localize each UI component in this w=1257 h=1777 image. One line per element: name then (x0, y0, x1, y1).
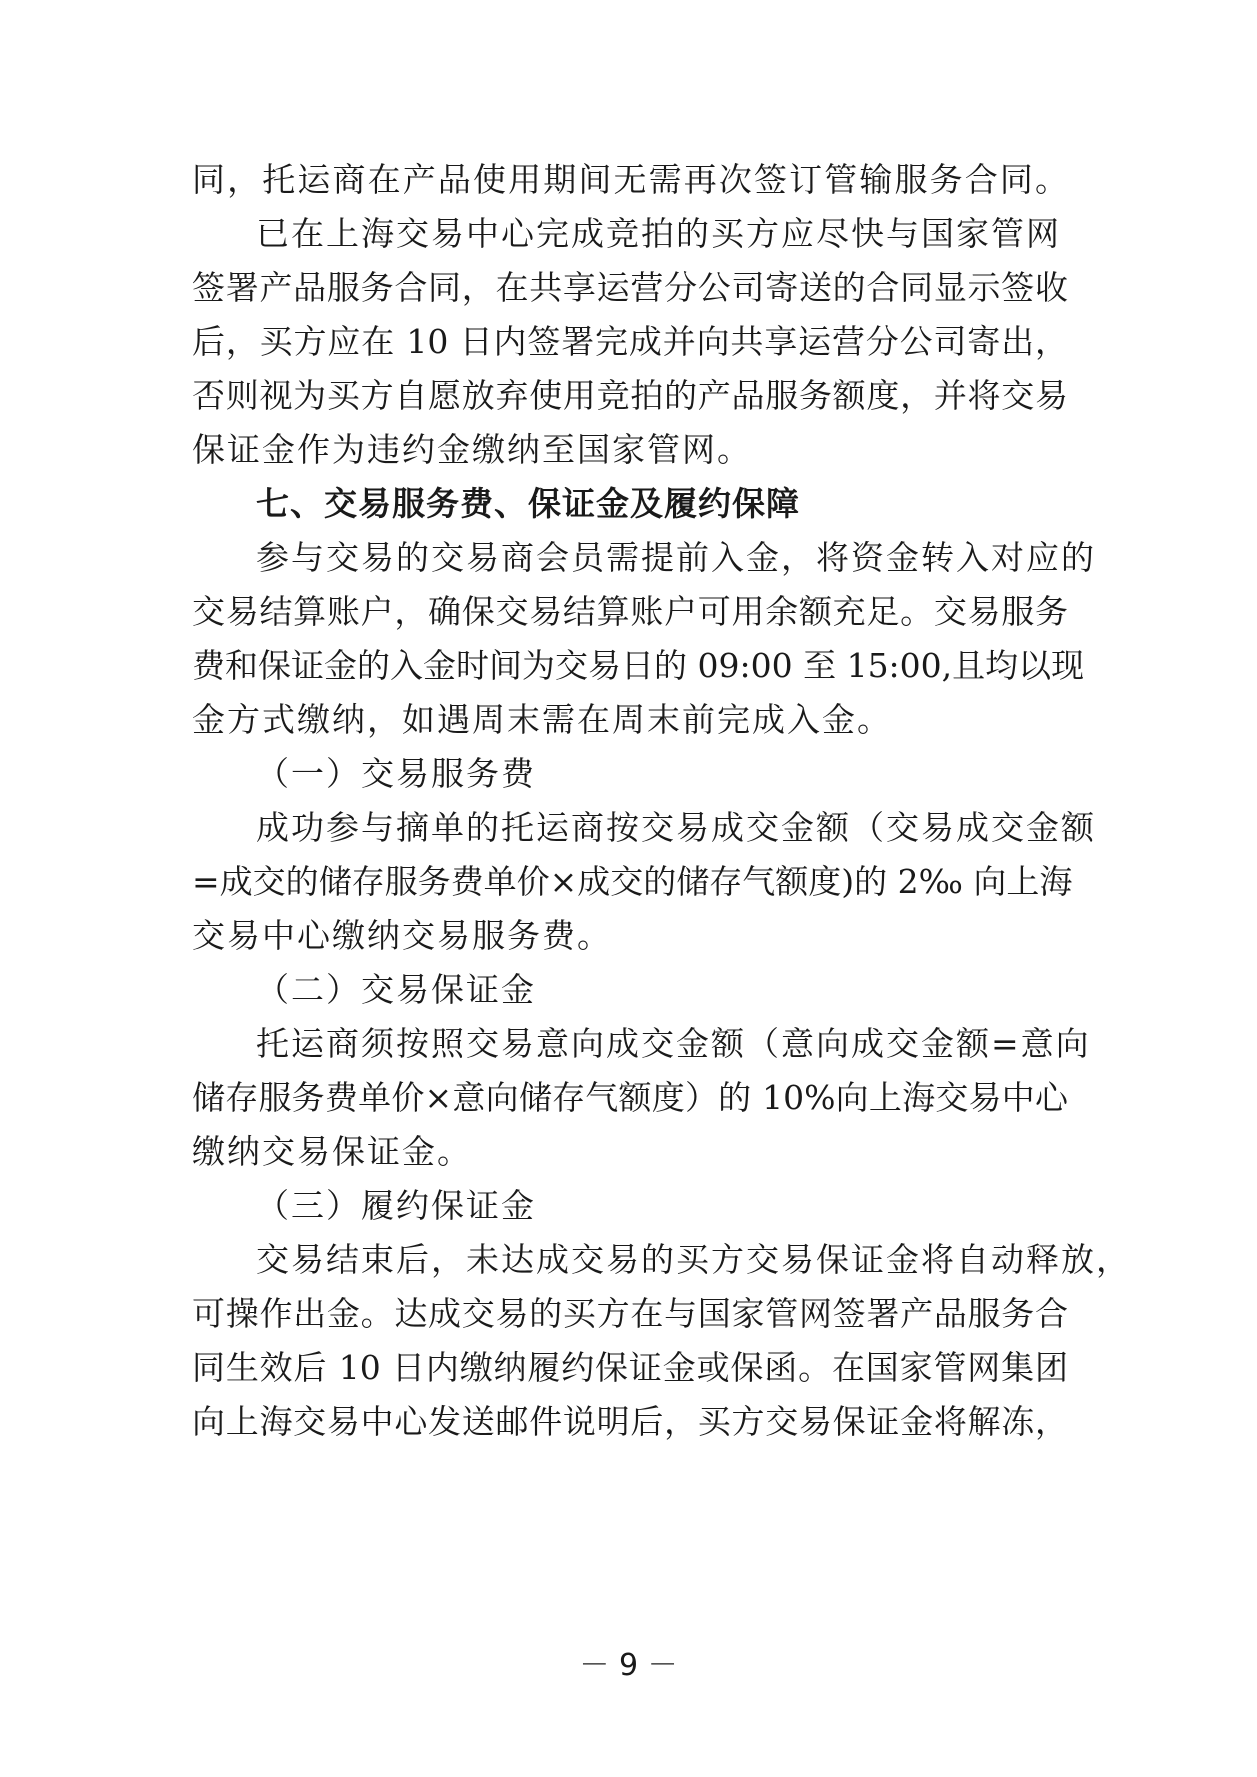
paragraph-line: 金方式缴纳，如遇周末需在周末前完成入金。 (192, 700, 892, 739)
paragraph-line: 交易结算账户，确保交易结算账户可用余额充足。交易服务 (192, 592, 1068, 631)
paragraph-line: 否则视为买方自愿放弃使用竞拍的产品服务额度，并将交易 (192, 376, 1068, 415)
paragraph-line: 交易中心缴纳交易服务费。 (192, 916, 612, 955)
paragraph-line: 已在上海交易中心完成竞拍的买方应尽快与国家管网 (256, 214, 1061, 253)
page-number: － 9 － (579, 1648, 678, 1683)
paragraph-line: 可操作出金。达成交易的买方在与国家管网签署产品服务合 (192, 1294, 1068, 1333)
paragraph-line: 储存服务费单价×意向储存气额度）的 10%向上海交易中心 (192, 1078, 1068, 1117)
paragraph-line: 缴纳交易保证金。 (192, 1132, 472, 1171)
paragraph-line: 同，托运商在产品使用期间无需再次签订管输服务合同。 (192, 160, 1068, 199)
subsection-heading: （二）交易保证金 (256, 970, 536, 1009)
paragraph-line: 后，买方应在 10 日内签署完成并向共享运营分公司寄出， (192, 322, 1068, 361)
paragraph-line: 参与交易的交易商会员需提前入金，将资金转入对应的 (256, 538, 1096, 577)
subsection-heading: （三）履约保证金 (256, 1186, 536, 1225)
paragraph-line: 托运商须按照交易意向成交金额（意向成交金额=意向 (256, 1024, 1091, 1063)
paragraph-line: 交易结束后，未达成交易的买方交易保证金将自动释放， (256, 1240, 1131, 1279)
paragraph-line: 签署产品服务合同，在共享运营分公司寄送的合同显示签收 (192, 268, 1068, 307)
section-heading: 七、交易服务费、保证金及履约保障 (256, 484, 800, 523)
paragraph-line: 同生效后 10 日内缴纳履约保证金或保函。在国家管网集团 (192, 1348, 1068, 1387)
paragraph-line: 向上海交易中心发送邮件说明后，买方交易保证金将解冻， (192, 1402, 1068, 1441)
paragraph-line: 费和保证金的入金时间为交易日的 09:00 至 15:00,且均以现 (192, 646, 1085, 685)
paragraph-line: =成交的储存服务费单价×成交的储存气额度)的 2‰ 向上海 (192, 862, 1073, 901)
paragraph-line: 成功参与摘单的托运商按交易成交金额（交易成交金额 (256, 808, 1096, 847)
paragraph-line: 保证金作为违约金缴纳至国家管网。 (192, 430, 752, 469)
subsection-heading: （一）交易服务费 (256, 754, 536, 793)
